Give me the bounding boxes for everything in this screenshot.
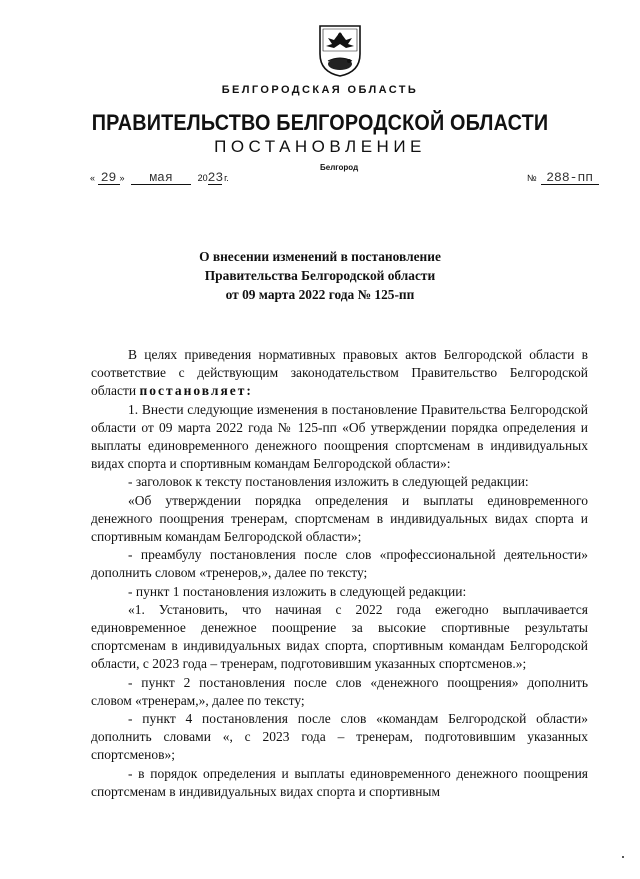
paragraph-point-4-change: - пункт 4 постановления после слов «командам Белгородской области» дополнить словами «, с 2023 года – тренерам, подготовившим указанных спортсменов»; <box>91 711 588 763</box>
scan-speck <box>622 856 624 858</box>
government-name: ПРАВИТЕЛЬСТВО БЕЛГОРОДСКОЙ ОБЛАСТИ <box>91 110 549 135</box>
document-type: ПОСТАНОВЛЕНИЕ <box>214 137 426 156</box>
date-close-quote: » <box>119 173 125 183</box>
paragraph-preamble-change: - преамбулу постановления после слов «профессиональной деятельности» дополнить словом «тренеров,», далее по тексту; <box>91 547 588 581</box>
title-line-1: О внесении изменений в постановление <box>199 249 441 264</box>
city-name: Белгород <box>320 163 359 172</box>
paragraph-point-1-change: - пункт 1 постановления изложить в следующей редакции: <box>128 583 467 599</box>
document-number <box>527 171 599 185</box>
date-year-abbr: г. <box>224 173 229 183</box>
coat-of-arms-emblem <box>318 24 362 78</box>
paragraph-point-1-new: «1. Установить, что начиная с 2022 года ежегодно выплачивается единовременное денежное поощрение за высокие спортивные результаты спортсменам в индивидуальных видах спорта, спортивным командам Белгородской области, с 2023 года – тренерам, подготовившим указанных спортсменов.»; <box>91 601 588 672</box>
number-label: № <box>527 173 537 183</box>
number-value: 288-пп <box>541 171 599 185</box>
paragraph-procedure-change: - в порядок определения и выплаты единовременного денежного поощрения спортсменам в индивидуальных видах спорта и спортивным <box>91 765 588 799</box>
preamble-text: В целях приведения нормативных правовых актов Белгородской области в соответствие с действующим законодательством Правительство Белгородской области <box>91 347 588 399</box>
date-year-prefix: 20 <box>197 173 208 183</box>
preamble-resolves: постановляет: <box>139 383 253 399</box>
date-month: мая <box>131 171 191 185</box>
paragraph-preamble <box>91 346 588 401</box>
date-day: 29 <box>98 171 120 185</box>
title-line-3: от 09 марта 2022 года № 125-пп <box>225 287 415 302</box>
document-title <box>0 247 640 304</box>
document-body <box>91 346 588 801</box>
paragraph-new-heading: «Об утверждении порядка определения и выплаты единовременного денежного поощрения тренерам, спортсменам в индивидуальных видах спорта и спортивным командам Белгородской области»; <box>91 492 588 545</box>
paragraph-item-1: 1. Внести следующие изменения в постановление Правительства Белгородской области от 09 марта 2022 года № 125-пп «Об утверждении порядка определения и выплаты единовременного денежного поощрения спортсменам в индивидуальных видах спорта и спортивным командам Белгородской области»: <box>91 401 588 472</box>
region-name: БЕЛГОРОДСКАЯ ОБЛАСТЬ <box>221 84 419 96</box>
document-date <box>90 171 229 185</box>
paragraph-heading-change: - заголовок к тексту постановления изложить в следующей редакции: <box>128 474 529 490</box>
date-open-quote: « <box>90 173 96 183</box>
paragraph-point-2-change: - пункт 2 постановления после слов «денежного поощрения» дополнить словом «тренерам,», далее по тексту; <box>91 674 588 708</box>
title-line-2: Правительства Белгородской области <box>204 268 436 283</box>
date-year-suffix: 23 <box>207 170 224 185</box>
